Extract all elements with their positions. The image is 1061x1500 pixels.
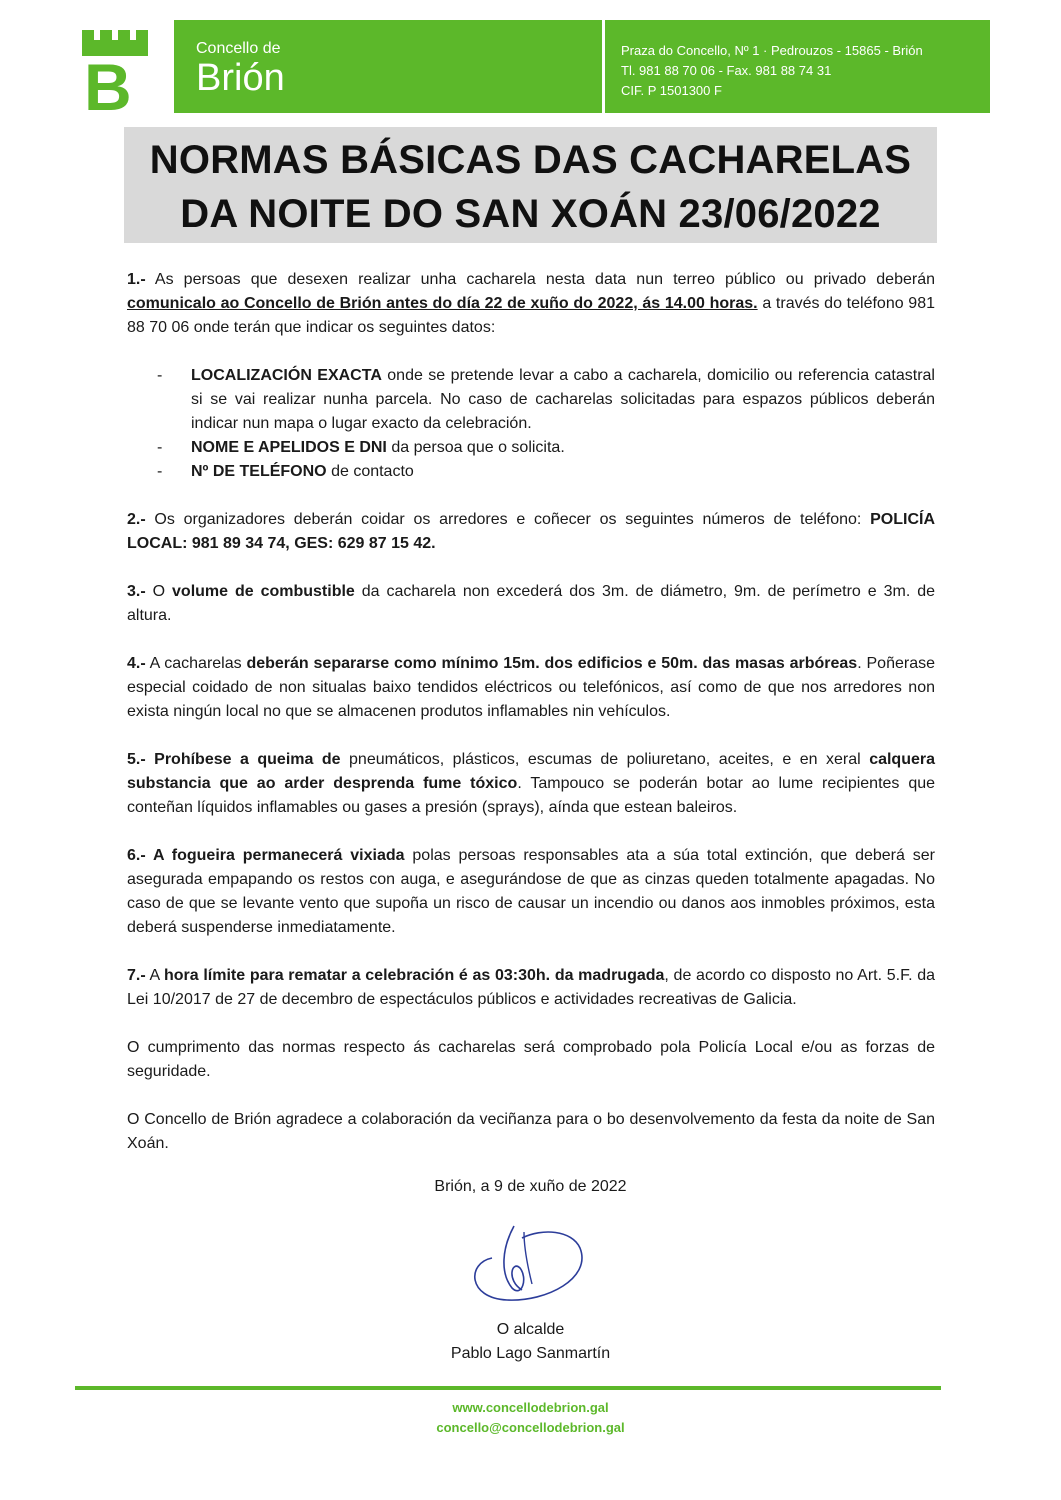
closing-paragraph-2: O Concello de Brión agradece a colaboración da veciñanza para o bo desenvolvemento da festa da noite de San Xoán. [127, 1111, 935, 1152]
logo [72, 20, 174, 113]
list-item-bold: Nº DE TELÉFONO [191, 463, 327, 480]
title-line-1: NORMAS BÁSICAS DAS CACHARELAS [149, 138, 912, 182]
signature-date: Brión, a 9 de xuño de 2022 [434, 1178, 627, 1195]
rule-1 [127, 268, 935, 340]
footer-website-link[interactable]: www.concellodebrion.gal [452, 1400, 609, 1415]
rule-emphasis: Prohíbese a queima de [145, 751, 341, 768]
list-item: - LOCALIZACIÓN EXACTA onde se pretende levar a cabo a cacharela, domicilio ou referencia catastral si se vai realizar nunha parcela. No caso de cacharelas solicitadas para espazos públicos deberán indicar nun mapa o lugar exacto da celebración. [157, 367, 935, 432]
rule-text: pneumáticos, plásticos, escumas de poliuretano, aceites, e en xeral [340, 751, 870, 768]
rule-6 [127, 844, 935, 940]
list-item-bold: NOME E APELIDOS E DNI [191, 439, 387, 456]
rule-text: . Poñerase especial coidado de non situalas baixo tendidos eléctricos ou telefónicos, así como de que nos arredores non exista ningún local no que se almacenen produtos inflamables nin vehículos. [127, 655, 935, 720]
document-body [127, 268, 935, 1180]
rule-text: Os organizadores deberán coidar os arredores e coñecer os seguintes números de teléfono: [145, 511, 871, 528]
rule-number: 1.- [127, 271, 146, 288]
signatory-name: Pablo Lago Sanmartín [450, 1345, 611, 1362]
letterhead [72, 20, 990, 113]
list-item-text: da persoa que o solicita. [386, 439, 565, 456]
list-item-text: onde se pretende levar a cabo a cacharela, domicilio ou referencia catastral si se vai realizar nunha parcela. No caso de cacharelas solicitadas para espazos públicos deberán indicar nun mapa o lugar exacto da celebración. [191, 367, 935, 432]
castle-logo-icon [80, 30, 166, 110]
footer-divider [75, 1386, 941, 1390]
document-title [124, 127, 937, 243]
rule-number: 3.- [127, 583, 146, 600]
org-name [196, 40, 285, 98]
rule-text: A [145, 967, 164, 984]
rule-number: 7.- [127, 967, 146, 984]
rule-text: , de acordo co disposto no Art. 5.F. da Lei 10/2017 de 27 de decembro de espectáculos públicos e actividades recreativas de Galicia. [127, 967, 935, 1008]
title-line-2: DA NOITE DO SAN XOÁN 23/06/2022 [180, 192, 881, 236]
rule-number: 6.- [127, 847, 146, 864]
signatory [0, 1318, 1061, 1366]
rule-emphasis: calquera substancia que ao arder desprenda fume tóxico [127, 751, 935, 792]
rule-text: a través do teléfono 981 88 70 06 onde terán que indicar os seguintes datos: [127, 295, 936, 336]
rule-5 [127, 748, 935, 820]
list-item-text: de contacto [326, 463, 414, 480]
rule-text: da cacharela non excederá dos 3m. de diámetro, 9m. de perímetro e 3m. de altura. [127, 583, 936, 624]
rule-emphasis: volume de combustible [172, 583, 355, 600]
rule-number: 4.- [127, 655, 146, 672]
list-item-bold: LOCALIZACIÓN EXACTA [191, 367, 382, 384]
list-item: - Nº DE TELÉFONO de contacto [157, 463, 414, 480]
list-item: - NOME E APELIDOS E DNI da persoa que o solicita. [157, 439, 565, 456]
rule-emphasis: A fogueira permanecerá vixiada [145, 847, 405, 864]
rule-number: 5.- [127, 751, 146, 768]
rule-7 [127, 964, 935, 1012]
header-divider [602, 20, 605, 113]
handwritten-signature [462, 1218, 592, 1308]
contact-address: Praza do Concello, Nº 1 · Pedrouzos - 15865 - Brión [621, 43, 923, 58]
rule-3 [127, 580, 935, 628]
rule-text: A cacharelas [145, 655, 247, 672]
rule-2 [127, 508, 935, 556]
rule-4 [127, 652, 935, 724]
footer [0, 1398, 1061, 1438]
contact-block [621, 41, 923, 101]
signatory-role: O alcalde [496, 1321, 565, 1338]
closing-paragraph-1: O cumprimento das normas respecto ás cacharelas será comprobado pola Policía Local e/ou as forzas de seguridade. [127, 1039, 935, 1080]
rule-text: polas persoas responsables ata a súa total extinción, que deberá ser asegurada empapando os restos con auga, e asegurándose de que as cinzas queden totalmente apagadas. No caso de que se levante vento que supoña un risco de causar un incendio ou danos aos inmobles próximos, esta deberá suspenderse inmediatamente. [127, 847, 935, 936]
contact-phone: Tl. 981 88 70 06 - Fax. 981 88 74 31 [621, 63, 832, 78]
rule-emphasis: deberán separarse como mínimo 15m. dos edificios e 50m. das masas arbóreas [246, 655, 858, 672]
rule-number: 2.- [127, 511, 146, 528]
org-name-small: Concello de [196, 40, 281, 57]
rule-deadline: comunicalo ao Concello de Brión antes do día 22 de xuño do 2022, ás 14.00 horas. [127, 295, 758, 312]
contact-cif: CIF. P 1501300 F [621, 83, 722, 98]
required-data-list [127, 364, 935, 484]
rule-text: As persoas que desexen realizar unha cacharela nesta data nun terreo público ou privado deberán [145, 271, 935, 288]
rule-text: O [145, 583, 173, 600]
svg-text:B: B [84, 50, 132, 110]
footer-email-link[interactable]: concello@concellodebrion.gal [436, 1420, 625, 1435]
rule-emphasis: hora límite para rematar a celebración é as 03:30h. da madrugada [163, 967, 665, 984]
org-name-big: Brión [196, 57, 285, 99]
rule-emphasis: POLICÍA LOCAL: 981 89 34 74, GES: 629 87 15 42. [127, 511, 935, 552]
rule-text: . Tampouco se poderán botar ao lume recipientes que conteñan líquidos inflamables ou gases a presión (sprays), aínda que estean baleiros. [127, 775, 936, 816]
